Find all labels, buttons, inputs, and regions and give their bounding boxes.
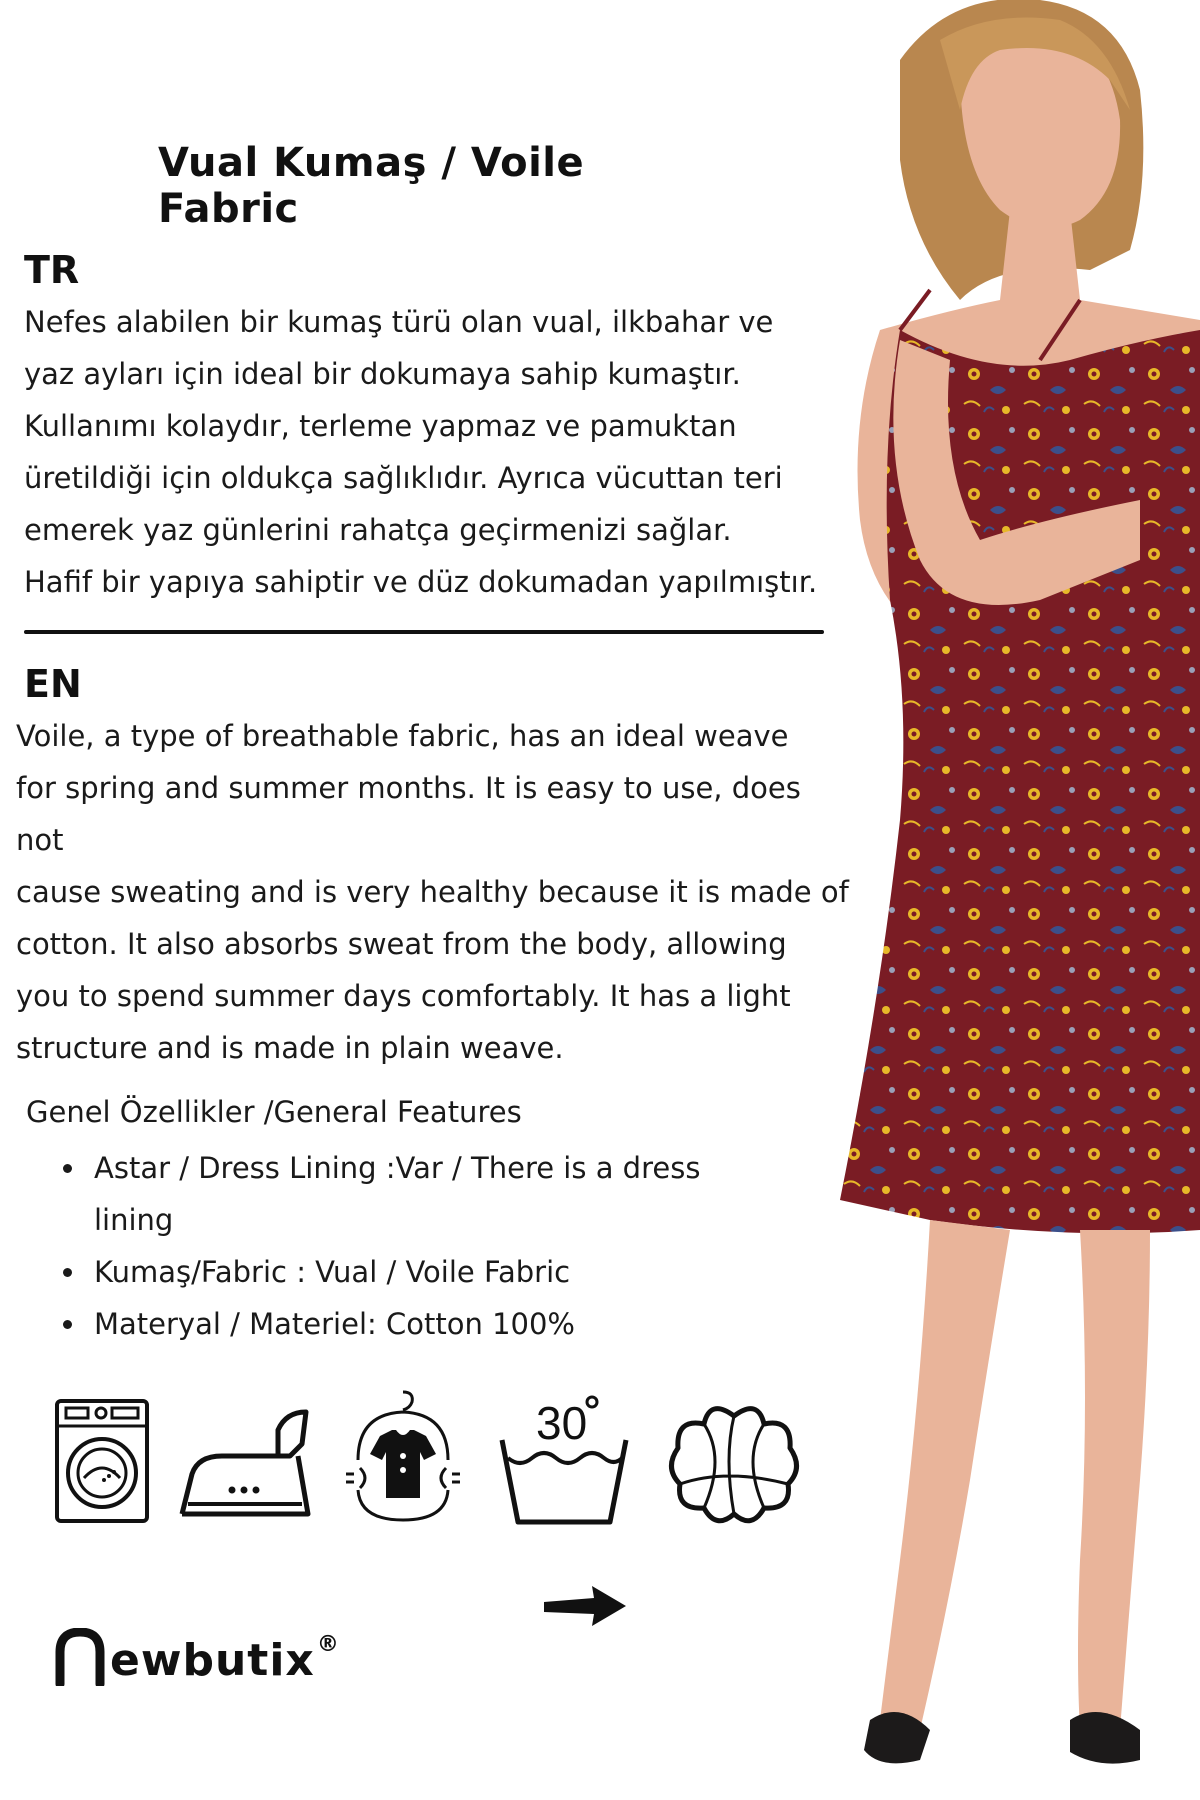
logo-text: ewbutix xyxy=(110,1635,315,1686)
cotton-flower-icon xyxy=(666,1398,802,1530)
hang-dry-shirt-icon xyxy=(340,1380,466,1530)
section-divider xyxy=(24,630,824,634)
tr-description: Nefes alabilen bir kumaş türü olan vual, ilkbahar ve yaz ayları için ideal bir dokumaya sahip kumaştır. Kullanımı kolaydır, terleme yapmaz ve pamuktan üretildiği için oldukça sağlıklıdır. Ayrıca vücuttan teri emerek yaz günlerini rahatça geçirmenizi sağlar. Hafif bir yapıya sahiptir ve düz dokumadan yapılmıştır. xyxy=(24,305,818,599)
page-title: Vual Kumaş / Voile Fabric xyxy=(158,140,585,232)
brand-logo xyxy=(54,1628,339,1686)
model-photo xyxy=(840,0,1200,1800)
wash-basin-30-icon xyxy=(494,1388,634,1528)
features-heading: Genel Özellikler /General Features xyxy=(26,1095,522,1129)
care-icons xyxy=(50,1398,830,1538)
registered-mark: ® xyxy=(316,1632,339,1657)
tr-heading: TR xyxy=(24,248,80,292)
washing-machine-icon xyxy=(54,1398,150,1524)
feature-item: • Astar / Dress Lining :Var / There is a dress lining xyxy=(88,1142,788,1246)
en-description: Voile, a type of breathable fabric, has an ideal weave for spring and summer months. It is easy to use, does not cause sweating and is very healthy because it is made of cotton. It also absorbs sweat from the body, allowing you to spend summer days comfortably. It has a light structure and is made in plain weave. xyxy=(16,719,849,1065)
logo-n-mark-icon xyxy=(54,1628,106,1686)
feature-item: • Kumaş/Fabric : Vual / Voile Fabric xyxy=(88,1246,788,1298)
feature-item: • Materyal / Materiel: Cotton 100% xyxy=(88,1298,788,1350)
features-list xyxy=(58,1142,788,1350)
iron-icon xyxy=(174,1404,314,1524)
arrow-right-icon xyxy=(542,1584,628,1628)
wash-temperature-label: 30 xyxy=(536,1397,588,1449)
en-heading: EN xyxy=(24,662,82,706)
